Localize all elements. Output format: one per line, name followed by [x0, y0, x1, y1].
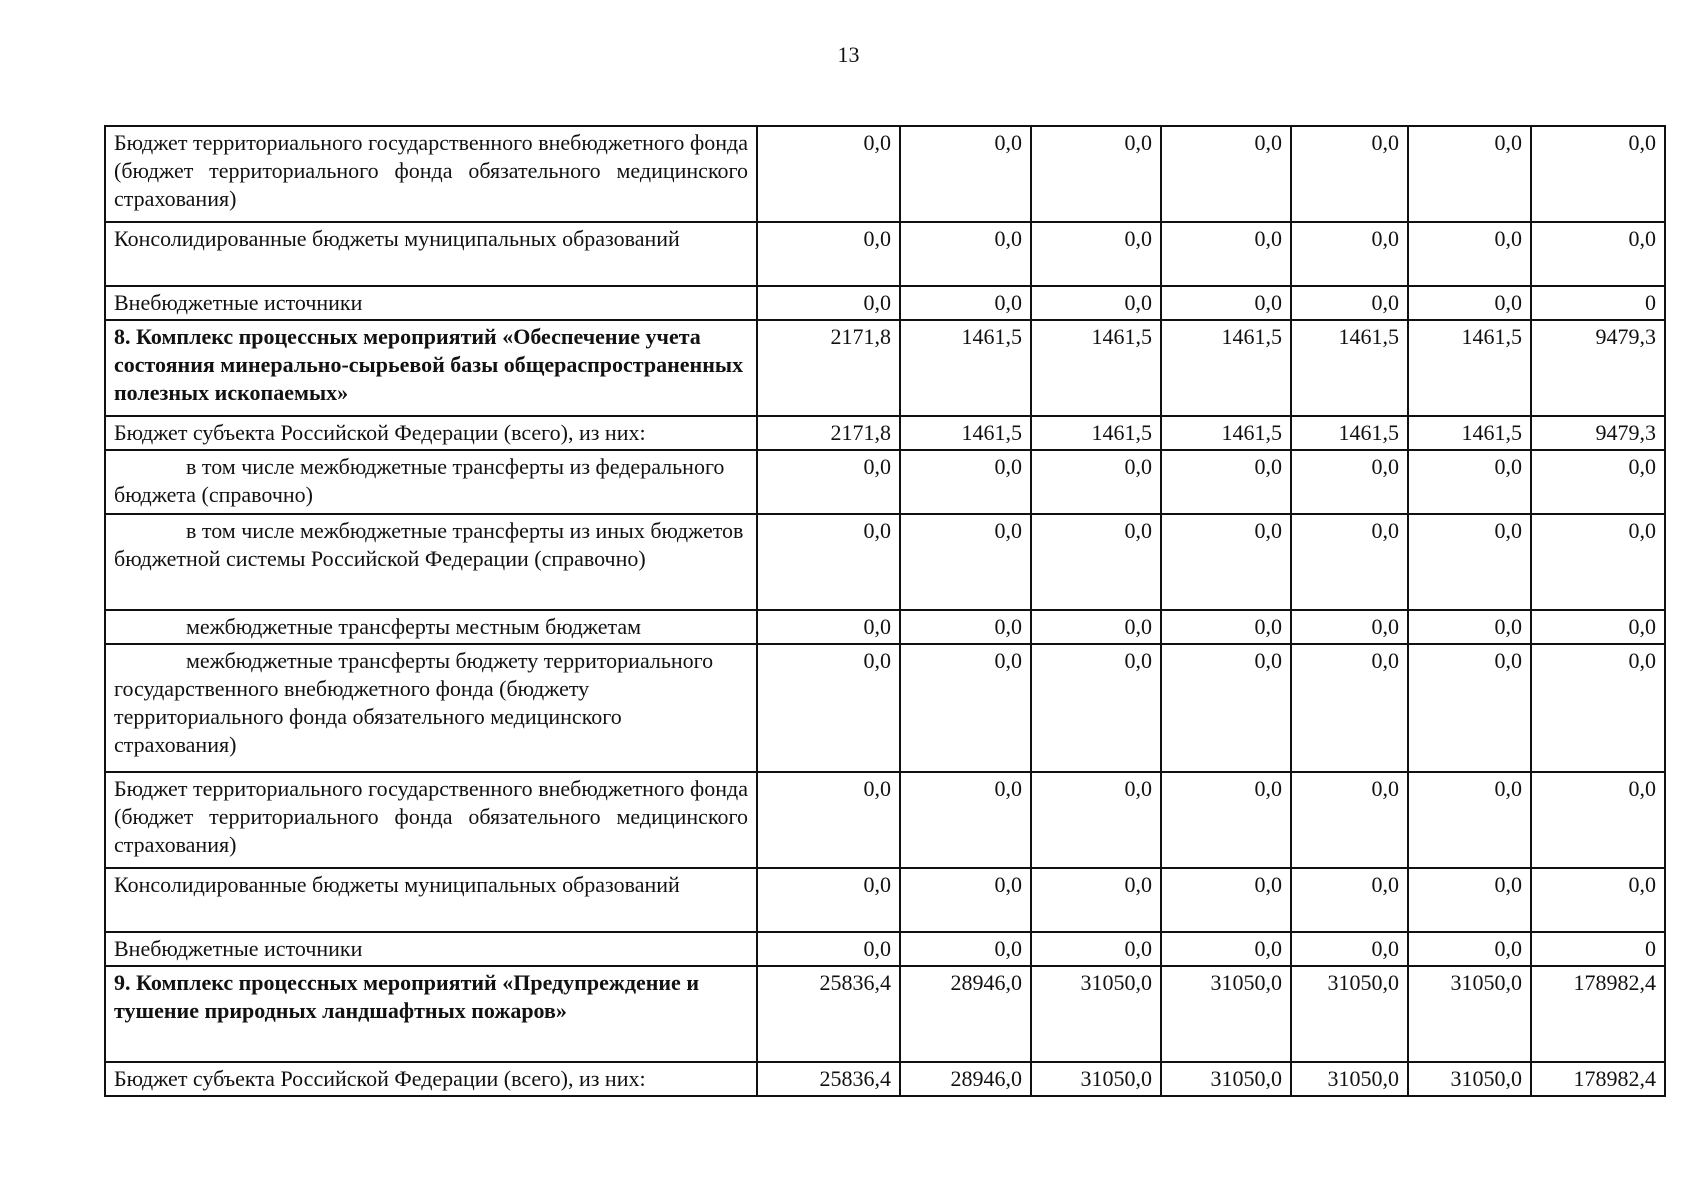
cell-value: 0,0	[757, 644, 900, 772]
cell-value: 178982,4	[1531, 1062, 1665, 1096]
cell-value: 0,0	[1531, 514, 1665, 610]
cell-value: 0,0	[1408, 126, 1531, 222]
table-row	[105, 772, 1665, 868]
cell-value: 0,0	[900, 644, 1031, 772]
cell-value: 0,0	[900, 610, 1031, 644]
cell-value: 31050,0	[1031, 966, 1161, 1062]
cell-value: 0,0	[1408, 932, 1531, 966]
cell-value: 31050,0	[1031, 1062, 1161, 1096]
cell-value: 0,0	[1161, 514, 1291, 610]
cell-value: 178982,4	[1531, 966, 1665, 1062]
section-row	[105, 320, 1665, 416]
cell-value: 0,0	[900, 450, 1031, 514]
cell-value: 0,0	[1161, 450, 1291, 514]
row-label	[105, 450, 757, 514]
cell-value: 0,0	[1408, 772, 1531, 868]
section-row	[105, 966, 1665, 1062]
cell-value: 1461,5	[1291, 320, 1408, 416]
table-row	[105, 1062, 1665, 1096]
section-title: 8. Комплекс процессных мероприятий «Обеспечение учета состояния минерально-сырьевой базы общераспространенных полезных ископаемых»	[105, 320, 757, 416]
cell-value: 0,0	[757, 222, 900, 286]
row-label-text: в том числе межбюджетные трансферты из иных бюджетов бюджетной системы Российской Федерации (справочно)	[114, 518, 744, 571]
cell-value: 0,0	[1291, 222, 1408, 286]
row-label: Бюджет субъекта Российской Федерации (всего), из них:	[105, 416, 757, 450]
cell-value: 31050,0	[1291, 1062, 1408, 1096]
cell-value: 25836,4	[757, 1062, 900, 1096]
cell-value: 31050,0	[1408, 966, 1531, 1062]
cell-value: 0,0	[1031, 610, 1161, 644]
cell-value: 0,0	[1031, 932, 1161, 966]
cell-value: 0,0	[1291, 610, 1408, 644]
row-label: Внебюджетные источники	[105, 286, 757, 320]
cell-value: 1461,5	[1161, 416, 1291, 450]
cell-value: 0,0	[1531, 450, 1665, 514]
cell-value: 0,0	[1031, 222, 1161, 286]
cell-value: 1461,5	[1408, 416, 1531, 450]
cell-value: 0,0	[1291, 286, 1408, 320]
cell-value: 31050,0	[1291, 966, 1408, 1062]
cell-value: 0,0	[1031, 772, 1161, 868]
table-row	[105, 610, 1665, 644]
cell-value: 0	[1531, 286, 1665, 320]
section-title: 9. Комплекс процессных мероприятий «Предупреждение и тушение природных ландшафтных пожаров»	[105, 966, 757, 1062]
cell-value: 0,0	[1531, 772, 1665, 868]
table-row	[105, 286, 1665, 320]
cell-value: 9479,3	[1531, 416, 1665, 450]
cell-value: 0,0	[1531, 610, 1665, 644]
cell-value: 0,0	[1531, 126, 1665, 222]
cell-value: 1461,5	[900, 320, 1031, 416]
cell-value: 0,0	[900, 772, 1031, 868]
cell-value: 0,0	[1408, 610, 1531, 644]
cell-value: 0,0	[757, 450, 900, 514]
cell-value: 0,0	[1031, 868, 1161, 932]
row-label: Бюджет территориального государственного внебюджетного фонда (бюджет территориального фонда обязательного медицинского страхования)	[105, 772, 757, 868]
cell-value: 31050,0	[1161, 966, 1291, 1062]
cell-value: 0,0	[1531, 868, 1665, 932]
cell-value: 28946,0	[900, 966, 1031, 1062]
cell-value: 0,0	[1031, 450, 1161, 514]
cell-value: 0,0	[757, 126, 900, 222]
cell-value: 0,0	[900, 514, 1031, 610]
cell-value: 1461,5	[1408, 320, 1531, 416]
cell-value: 0,0	[1161, 644, 1291, 772]
cell-value: 0,0	[1161, 126, 1291, 222]
cell-value: 0,0	[900, 868, 1031, 932]
cell-value: 0,0	[1408, 222, 1531, 286]
cell-value: 0	[1531, 932, 1665, 966]
cell-value: 0,0	[757, 868, 900, 932]
row-label	[105, 610, 757, 644]
cell-value: 0,0	[1408, 514, 1531, 610]
cell-value: 0,0	[1291, 644, 1408, 772]
cell-value: 0,0	[900, 222, 1031, 286]
table-row	[105, 126, 1665, 222]
cell-value: 0,0	[900, 286, 1031, 320]
cell-value: 9479,3	[1531, 320, 1665, 416]
row-label-text: в том числе межбюджетные трансферты из федерального бюджета (справочно)	[114, 454, 725, 507]
table-row	[105, 868, 1665, 932]
cell-value: 31050,0	[1408, 1062, 1531, 1096]
cell-value: 0,0	[757, 772, 900, 868]
cell-value: 0,0	[1291, 772, 1408, 868]
cell-value: 0,0	[1031, 644, 1161, 772]
cell-value: 0,0	[1408, 644, 1531, 772]
row-label-text: межбюджетные трансферты местным бюджетам	[186, 614, 642, 639]
cell-value: 0,0	[1161, 932, 1291, 966]
cell-value: 0,0	[1031, 286, 1161, 320]
cell-value: 0,0	[1161, 772, 1291, 868]
cell-value: 0,0	[1031, 126, 1161, 222]
cell-value: 0,0	[1291, 514, 1408, 610]
cell-value: 0,0	[757, 514, 900, 610]
cell-value: 1461,5	[900, 416, 1031, 450]
table-row	[105, 514, 1665, 610]
row-label	[105, 514, 757, 610]
cell-value: 2171,8	[757, 416, 900, 450]
table-row	[105, 222, 1665, 286]
row-label-text: межбюджетные трансферты бюджету территориального государственного внебюджетного фонда (бюджету территориального фонда обязательного медицинского страхования)	[114, 648, 714, 757]
cell-value: 0,0	[1161, 222, 1291, 286]
cell-value: 31050,0	[1161, 1062, 1291, 1096]
cell-value: 0,0	[1531, 644, 1665, 772]
cell-value: 0,0	[1291, 450, 1408, 514]
cell-value: 1461,5	[1031, 416, 1161, 450]
cell-value: 25836,4	[757, 966, 900, 1062]
cell-value: 0,0	[757, 610, 900, 644]
cell-value: 0,0	[1408, 450, 1531, 514]
cell-value: 0,0	[1408, 286, 1531, 320]
cell-value: 0,0	[1291, 126, 1408, 222]
cell-value: 0,0	[1531, 222, 1665, 286]
table-row	[105, 416, 1665, 450]
cell-value: 0,0	[757, 932, 900, 966]
cell-value: 0,0	[1031, 514, 1161, 610]
table-row	[105, 450, 1665, 514]
cell-value: 0,0	[900, 126, 1031, 222]
cell-value: 0,0	[757, 286, 900, 320]
row-label: Консолидированные бюджеты муниципальных образований	[105, 868, 757, 932]
row-label: Консолидированные бюджеты муниципальных образований	[105, 222, 757, 286]
budget-table	[104, 125, 1666, 1097]
cell-value: 1461,5	[1161, 320, 1291, 416]
cell-value: 0,0	[1408, 868, 1531, 932]
cell-value: 0,0	[900, 932, 1031, 966]
row-label	[105, 644, 757, 772]
table-row	[105, 932, 1665, 966]
cell-value: 2171,8	[757, 320, 900, 416]
cell-value: 1461,5	[1291, 416, 1408, 450]
cell-value: 0,0	[1161, 286, 1291, 320]
page-number: 13	[837, 42, 860, 67]
cell-value: 0,0	[1291, 868, 1408, 932]
cell-value: 0,0	[1291, 932, 1408, 966]
cell-value: 0,0	[1161, 868, 1291, 932]
table-row	[105, 644, 1665, 772]
row-label: Внебюджетные источники	[105, 932, 757, 966]
row-label: Бюджет территориального государственного внебюджетного фонда (бюджет территориального фонда обязательного медицинского страхования)	[105, 126, 757, 222]
cell-value: 28946,0	[900, 1062, 1031, 1096]
cell-value: 0,0	[1161, 610, 1291, 644]
cell-value: 1461,5	[1031, 320, 1161, 416]
row-label: Бюджет субъекта Российской Федерации (всего), из них:	[105, 1062, 757, 1096]
